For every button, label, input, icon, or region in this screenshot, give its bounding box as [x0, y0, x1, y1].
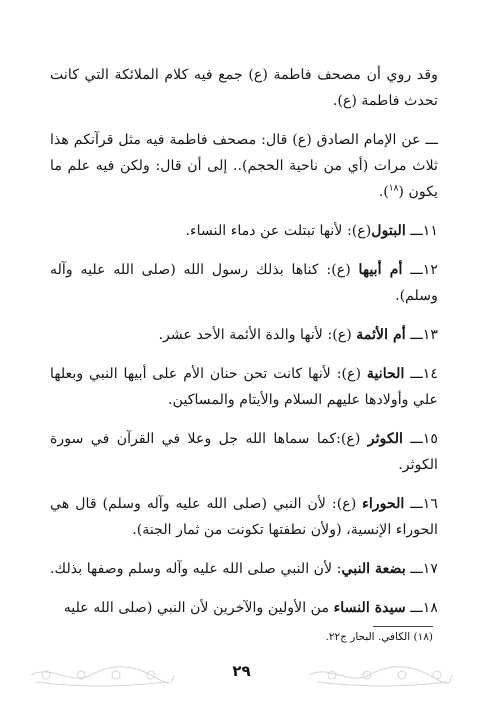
- heading-term: سيدة النساء: [333, 600, 406, 616]
- paragraph: [50, 361, 438, 413]
- paragraph-text: ١٥ـــ: [402, 431, 438, 447]
- paragraph: [50, 595, 438, 621]
- heading-term: أم أبيها: [358, 262, 403, 278]
- paragraph-text: : لأن النبي صلى الله عليه وآله وسلم وصفها بذلك.: [50, 561, 342, 577]
- paragraph-text: (: [398, 184, 409, 200]
- heading-term: الكوثر: [367, 431, 403, 447]
- paragraph-text: ـــ عن الإمام الصادق (ع) قال: مصحف فاطمة فيه مثل قرآنكم هذا ثلاث مرات (أي من ناحية الحجم).. إلى أن قال: ولكن فيه علم ما يكون: [50, 132, 438, 200]
- paragraph: [50, 257, 438, 309]
- paragraph-text: ١٣ـــ: [405, 327, 438, 343]
- paragraph: [50, 62, 438, 114]
- paragraph: [50, 322, 438, 348]
- paragraph: [50, 127, 438, 205]
- footnote-marker: ١٨: [388, 183, 399, 194]
- paragraph-text: من الأولين والآخرين لأن النبي (صلى الله عليه: [63, 600, 334, 616]
- paragraph: [50, 556, 438, 582]
- heading-term: الحانية: [366, 366, 405, 382]
- paragraph-text: (ع): لأنها تبتلت عن دماء النساء.: [185, 223, 372, 239]
- paragraph-text: ١١ـــ: [405, 223, 438, 239]
- footnote-divider: [373, 626, 433, 627]
- heading-term: البتول: [371, 223, 406, 239]
- heading-term: أم الأئمة: [356, 327, 406, 343]
- paragraph-text: ١٨ـــ: [405, 600, 438, 616]
- paragraph-text: (ع):كما سماها الله جل وعلا في القرآن في سورة الكوثر.: [50, 431, 438, 473]
- paragraph-text: ١٦ـــ: [404, 496, 439, 512]
- paragraph-text: (ع): لأنها كانت تحن حنان الأم على أبيها النبي وبعلها علي وأولادها عليهم السلام والأيتام والمساكين.: [50, 366, 438, 408]
- footnote: (١٨) الكافي. البحار ج٢٢.: [325, 631, 433, 643]
- paragraph-text: (ع): لأن النبي (صلى الله عليه وآله وسلم) قال هي الحوراء الإنسية، (ولأن نطفتها تكونت من ثمار الجنة).: [50, 496, 438, 538]
- paragraph-text: وقد روي أن مصحف فاطمة (ع) جمع فيه كلام الملائكة التي كانت تحدث فاطمة (ع).: [50, 67, 438, 109]
- paragraph: [50, 491, 438, 543]
- paragraph-text: ١٢ـــ: [402, 262, 438, 278]
- page-number: ٢٩: [232, 662, 251, 680]
- heading-term: الحوراء: [362, 496, 405, 512]
- paragraph-text: (ع): كناها بذلك رسول الله (صلى الله عليه وآله وسلم).: [50, 262, 438, 304]
- paragraph: [50, 218, 438, 244]
- page-body: [50, 62, 438, 634]
- paragraph-text: ١٤ـــ: [404, 366, 439, 382]
- paragraph-text: ١٧ـــ: [405, 561, 438, 577]
- paragraph-text: (ع): لأنها والدة الأئمة الأحد عشر.: [158, 327, 357, 343]
- paragraph-text: ).: [378, 184, 389, 200]
- paragraph: [50, 426, 438, 478]
- heading-term: بضعة النبي: [341, 561, 406, 577]
